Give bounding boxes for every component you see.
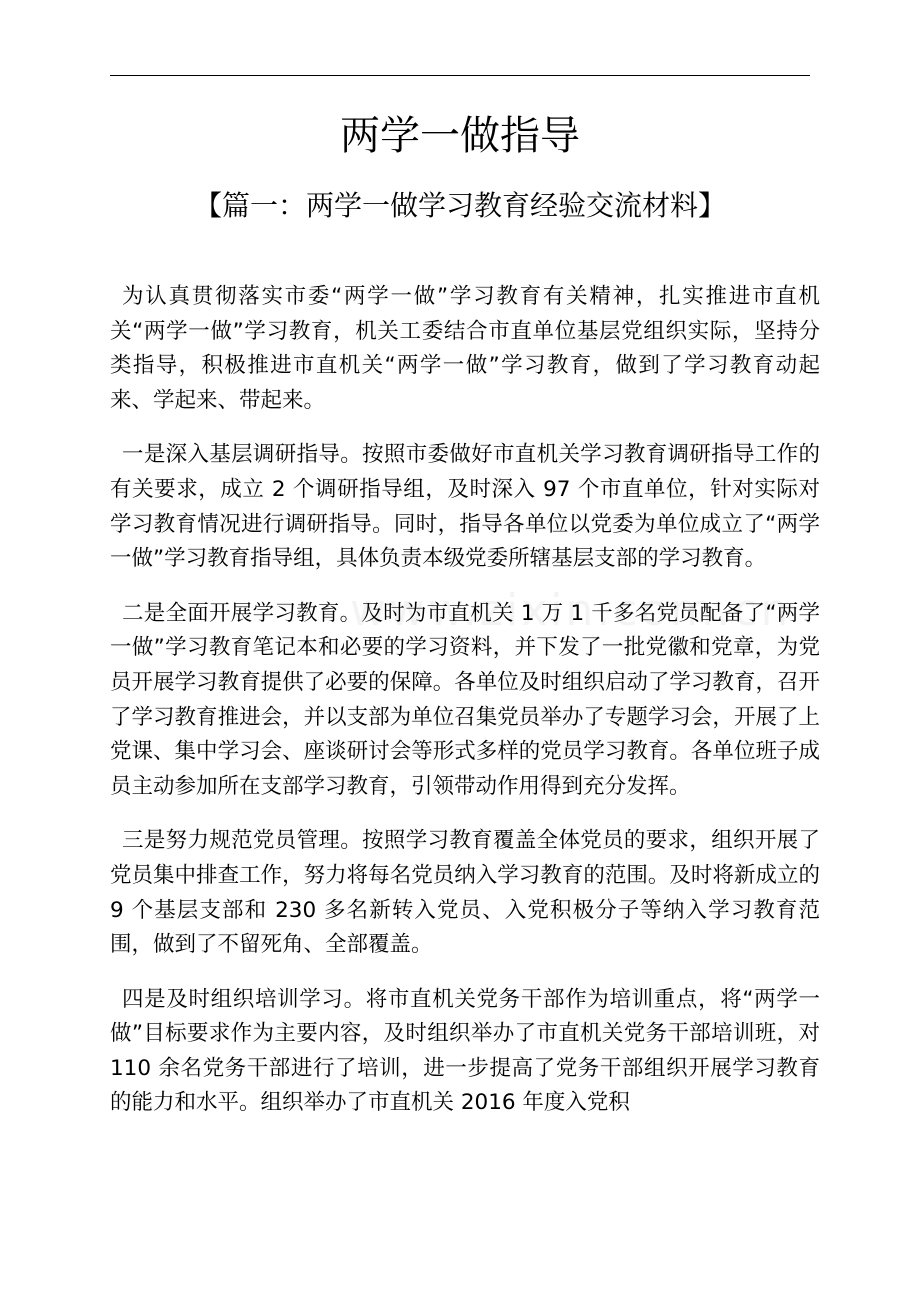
paragraph-2: 二是全面开展学习教育。及时为市直机关 1 万 1 千多名党员配备了“两学一做”学习教育笔记本和必要的学习资料，并下发了一批党徽和党章，为党员开展学习教育提供了必要的保障。各单位及时组织启动了学习教育，召开了学习教育推进会，并以支部为单位召集党员举办了专题学习会，开展了上党课、集中学习会、座谈研讨会等形式多样的党员学习教育。各单位班子成员主动参加所在支部学习教育，引领带动作用得到充分发挥。	[110, 600, 820, 799]
paragraph-3: 三是努力规范党员管理。按照学习教育覆盖全体党员的要求，组织开展了党员集中排查工作，努力将每名党员纳入学习教育的范围。及时将新成立的 9 个基层支部和 230 多名新转入党员、入党积极分子等纳入学习教育范围，做到了不留死角、全部覆盖。	[110, 828, 820, 958]
paragraph-4: 四是及时组织培训学习。将市直机关党务干部作为培训重点，将“两学一做”目标要求作为主要内容，及时组织举办了市直机关党务干部培训班，对 110 余名党务干部进行了培训，进一步提高了党务干部组织开展学习教育的能力和水平。组织举办了市直机关 2016 年度入党积	[110, 986, 820, 1116]
page-title: 两学一做指导	[340, 113, 580, 159]
paragraph-1: 一是深入基层调研指导。按照市委做好市直机关学习教育调研指导工作的有关要求，成立 2 个调研指导组，及时深入 97 个市直单位，针对实际对学习教育情况进行调研指导。同时，指导各单位以党委为单位成立了“两学一做”学习教育指导组，具体负责本级党委所辖基层支部的学习教育。	[110, 442, 820, 572]
body-text	[110, 280, 820, 1141]
section-subtitle: 【篇一：两学一做学习教育经验交流材料】	[193, 189, 726, 222]
paragraph-intro: 为认真贯彻落实市委“两学一做”学习教育有关精神，扎实推进市直机关“两学一做”学习教育，机关工委结合市直单位基层党组织实际，坚持分类指导，积极推进市直机关“两学一做”学习教育，做到了学习教育动起来、学起来、带起来。	[110, 284, 820, 413]
header-rule	[110, 75, 810, 76]
